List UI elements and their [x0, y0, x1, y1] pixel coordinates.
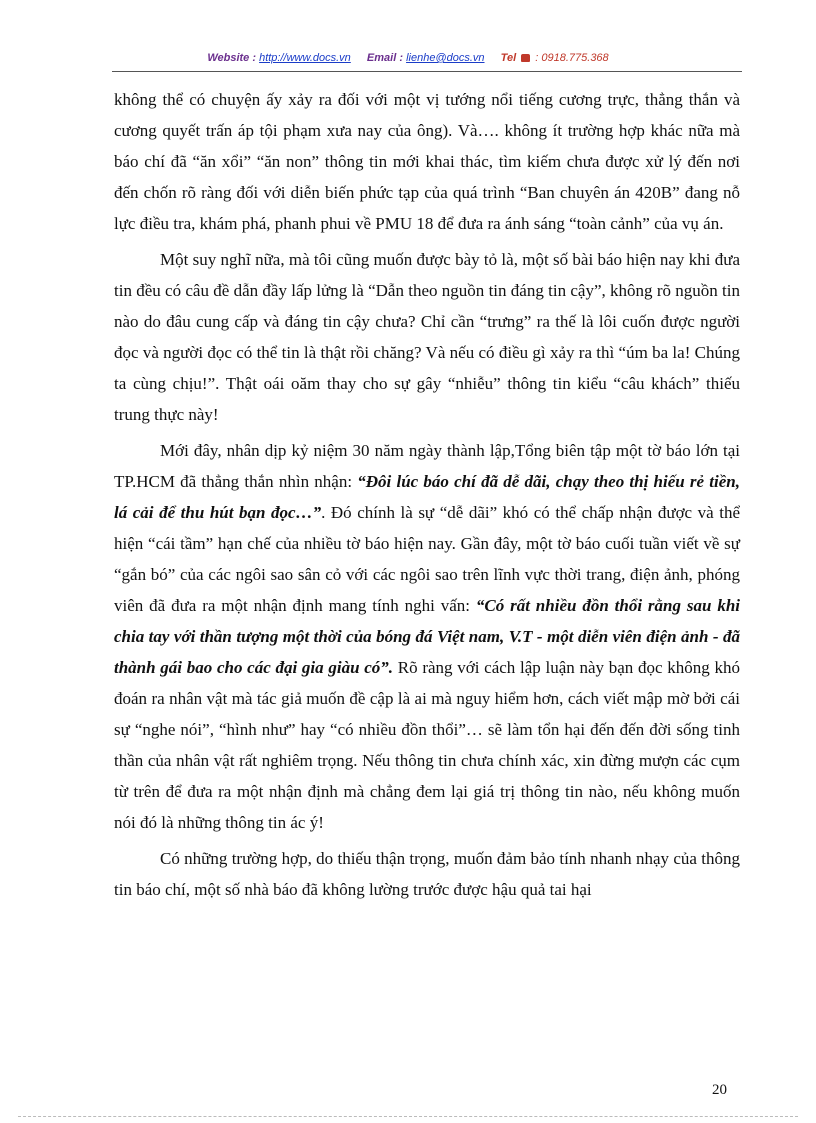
quote-rumor: “Có rất nhiều đồn thổi rằng sau khi chia tay với thần tượng một thời của bóng đá Việt nam, V.T - một diễn viên điện ảnh - đã thành gái bao cho các đại gia giàu có”.	[114, 596, 741, 677]
website-link[interactable]: http://www.docs.vn	[259, 52, 351, 64]
tel-value: : 0918.775.368	[535, 52, 609, 64]
paragraph-1	[114, 84, 740, 239]
page-number: 20	[712, 1082, 727, 1098]
quote-editor: “Đôi lúc báo chí đã dễ dãi, chạy theo thị hiếu rẻ tiền, lá cải để thu hút bạn đọc…”	[114, 472, 740, 522]
document-body	[114, 84, 740, 905]
paragraph-text: không thể có chuyện ấy xảy ra đối với một vị tướng nổi tiếng cương trực, thẳng thắn và cương quyết trấn áp tội phạm xưa nay của ông). Và…. không ít trường hợp khác nữa mà báo chí đã “ăn xổi” “ăn non” thông tin mới khai thác, tìm kiếm chưa được xử lý đến nơi đến chốn rõ ràng đối với diễn biến phức tạp của quá trình “Ban chuyên án 420B” đang nỗ lực điều tra, khám phá, phanh phui về PMU 18 để đưa ra ánh sáng “toàn cảnh” của vụ án.	[114, 90, 740, 233]
paragraph-text: Một suy nghĩ nữa, mà tôi cũng muốn được bày tỏ là, một số bài báo hiện nay khi đưa tin đều có câu đề dẫn đầy lấp lửng là “Dẫn theo nguồn tin đáng tin cậy”, không rõ nguồn tin nào do đâu cung cấp và đáng tin cậy chưa? Chỉ cần “trưng” ra thế là lôi cuốn được người đọc và người đọc có thể tin là thật rồi chăng? Và nếu có điều gì xảy ra thì “úm ba la! Chúng ta cùng chịu!”. Thật oái oăm thay cho sự gây “nhiễu” thông tin kiểu “câu khách” thiếu trung thực này!	[114, 250, 740, 424]
website-label: Website :	[207, 52, 257, 64]
email-label: Email	[366, 52, 397, 64]
paragraph-text: . Đó chính là sự “dễ dãi” khó có thể chấp nhận được và thể hiện “cái tầm” hạn chế của nhiều tờ báo hiện nay. Gần đây, một tờ báo cuối tuần viết về sự “gắn bó” của các ngôi sao sân cỏ với các ngôi sao trên lĩnh vực thời trang, điện ảnh, phóng viên đã đưa ra một nhận định mang tính nghi vấn:	[114, 503, 741, 615]
phone-icon	[521, 54, 530, 62]
paragraph-2	[114, 244, 740, 430]
paragraph-text: Có những trường hợp, do thiếu thận trọng, muốn đảm bảo tính nhanh nhạy của thông tin báo chí, một số nhà báo đã không lường trước được hậu quả tai hại	[114, 849, 740, 899]
footer-divider	[18, 1116, 798, 1117]
email-link[interactable]: lienhe@docs.vn	[406, 52, 485, 64]
tel-label: Tel	[500, 52, 517, 64]
page-header	[0, 52, 816, 64]
paragraph-4	[114, 843, 740, 905]
paragraph-text: Rõ ràng với cách lập luận này bạn đọc không khó đoán ra nhân vật mà tác giả muốn đề cập là ai mà nguy hiểm hơn, cách viết mập mờ bởi cái sự “nghe nói”, “hình như” hay “có nhiều đồn thổi”… sẽ làm tổn hại đến đến đời sống tinh thần của nhân vật rất nghiêm trọng. Nếu thông tin chưa chính xác, xin đừng mượn các cụm từ trên để đưa ra một nhận định mà chẳng đem lại giá trị thông tin nào, nếu không muốn nói đó là những thông tin ác ý!	[114, 658, 740, 832]
email-separator: :	[399, 52, 404, 64]
paragraph-text: Mới đây, nhân dịp kỷ niệm 30 năm ngày thành lập,Tổng biên tập một tờ báo lớn tại TP.HCM đã thẳng thắn nhìn nhận:	[114, 441, 740, 491]
paragraph-3	[114, 435, 740, 838]
header-divider	[112, 71, 742, 72]
